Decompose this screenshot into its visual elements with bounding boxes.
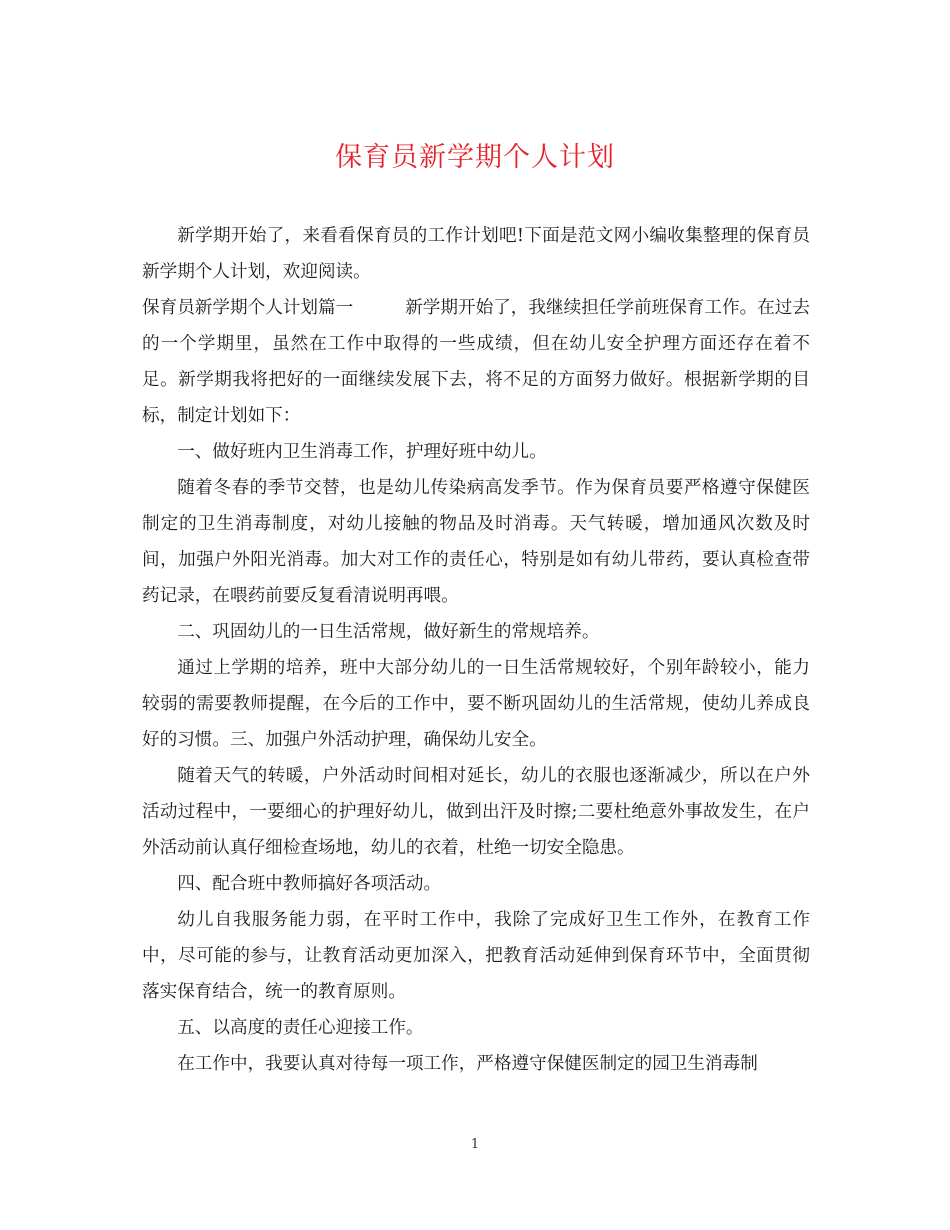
document-body	[142, 218, 810, 1082]
document-title: 保育员新学期个人计划	[335, 142, 615, 173]
page-number: 1	[470, 1137, 480, 1152]
section-label: 保育员新学期个人计划篇一	[142, 298, 354, 318]
heading-4: 四、配合班中教师搞好各项活动。	[177, 874, 442, 894]
paragraph-4: 幼儿自我服务能力弱，在平时工作中，我除了完成好卫生工作外，在教育工作中，尽可能的参与，让教育活动更加深入，把教育活动延伸到保育环节中，全面贯彻落实保育结合，统一的教育原则。	[142, 910, 810, 1002]
paragraph-2: 通过上学期的培养，班中大部分幼儿的一日生活常规较好，个别年龄较小，能力较弱的需要教师提醒，在今后的工作中，要不断巩固幼儿的生活常规，使幼儿养成良好的习惯。三、加强户外活动护理，确保幼儿安全。	[142, 658, 810, 750]
heading-5: 五、以高度的责任心迎接工作。	[177, 1018, 424, 1038]
section-paragraph	[142, 290, 810, 434]
paragraph-1: 随着冬春的季节交替，也是幼儿传染病高发季节。作为保育员要严格遵守保健医制定的卫生消毒制度，对幼儿接触的物品及时消毒。天气转暖，增加通风次数及时间，加强户外阳光消毒。加大对工作的责任心，特别是如有幼儿带药，要认真检查带药记录，在喂药前要反复看清说明再喂。	[142, 478, 810, 606]
section-text: 新学期开始了，我继续担任学前班保育工作。在过去的一个学期里，虽然在工作中取得的一些成绩，但在幼儿安全护理方面还存在着不足。新学期我将把好的一面继续发展下去，将不足的方面努力做好。根据新学期的目标，制定计划如下：	[142, 298, 810, 426]
heading-2: 二、巩固幼儿的一日生活常规，做好新生的常规培养。	[177, 622, 600, 642]
paragraph-3: 随着天气的转暖，户外活动时间相对延长，幼儿的衣服也逐渐减少，所以在户外活动过程中，一要细心的护理好幼儿，做到出汗及时擦;二要杜绝意外事故发生，在户外活动前认真仔细检查场地，幼儿的衣着，杜绝一切安全隐患。	[142, 766, 810, 858]
intro-paragraph: 新学期开始了，来看看保育员的工作计划吧!下面是范文网小编收集整理的保育员新学期个人计划，欢迎阅读。	[142, 226, 810, 282]
paragraph-5: 在工作中，我要认真对待每一项工作，严格遵守保健医制定的园卫生消毒制	[177, 1054, 758, 1074]
heading-1: 一、做好班内卫生消毒工作，护理好班中幼儿。	[177, 442, 547, 462]
